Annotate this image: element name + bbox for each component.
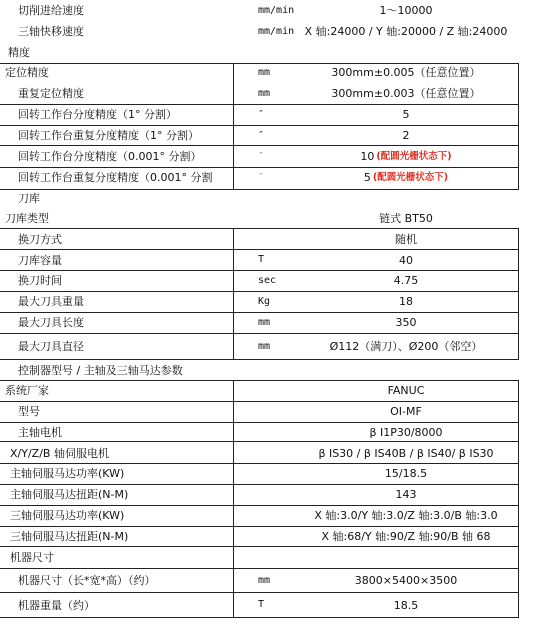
spec-value: 18	[399, 295, 413, 308]
row-divider	[0, 592, 519, 593]
spec-unit: sec	[258, 274, 277, 286]
spec-note: (配圆光栅状态下)	[376, 150, 452, 162]
spec-name: 三轴快移速度	[18, 25, 84, 38]
spec-row	[0, 333, 533, 360]
spec-row	[0, 83, 533, 104]
spec-name: 最大刀具直径	[18, 340, 84, 353]
spec-value: 350	[395, 316, 417, 329]
spec-value-cell	[293, 463, 519, 484]
row-divider	[0, 104, 519, 105]
spec-name: 刀库容量	[18, 253, 62, 267]
spec-name: 回转工作台分度精度（0.001° 分割）	[18, 150, 202, 163]
spec-row	[0, 443, 533, 463]
row-divider	[0, 270, 519, 271]
spec-name: 回转工作台重复分度精度（0.001° 分割	[18, 171, 213, 184]
spec-value: β IS30 / β IS40B / β IS40/ β IS30	[318, 446, 494, 460]
spec-value-cell	[293, 167, 519, 188]
section-header	[0, 360, 533, 380]
row-divider	[0, 526, 519, 527]
row-divider	[0, 189, 519, 190]
spec-value-cell	[293, 0, 519, 21]
spec-value: 300mm±0.003（任意位置）	[331, 87, 481, 100]
row-divider	[0, 422, 519, 423]
spec-value: Ø112（满刀）、Ø200（邻空）	[329, 340, 483, 353]
spec-name: 机器尺寸（长*宽*高）（约）	[18, 574, 156, 587]
spec-unit: mm	[258, 340, 271, 352]
spec-value-cell	[293, 401, 519, 422]
spec-value: 18.5	[393, 598, 419, 612]
spec-unit: mm	[258, 574, 271, 586]
spec-row	[0, 62, 533, 83]
spec-row	[0, 505, 533, 526]
spec-name: 最大刀具重量	[18, 295, 84, 308]
row-divider	[0, 333, 519, 334]
spec-unit: mm/min	[258, 25, 295, 37]
spec-value-cell	[293, 505, 519, 526]
row-divider	[0, 546, 519, 547]
spec-row	[0, 291, 533, 312]
spec-value: 随机	[395, 233, 417, 246]
spec-name: 最大刀具长度	[18, 316, 84, 329]
spec-value: 10	[360, 150, 375, 163]
column-divider	[233, 63, 234, 189]
spec-name: 刀库类型	[5, 212, 49, 225]
spec-value-cell	[293, 312, 519, 333]
spec-value-cell	[293, 62, 519, 83]
spec-row	[0, 401, 533, 422]
spec-value: 143	[395, 488, 417, 501]
spec-row	[0, 526, 533, 546]
section-title: 精度	[8, 45, 30, 59]
spec-unit: ″	[258, 129, 265, 141]
section-header	[0, 188, 533, 208]
spec-value-cell	[293, 526, 519, 546]
spec-value: β I1P30/8000	[369, 426, 443, 439]
spec-unit: ″	[258, 150, 265, 162]
spec-name: 主轴伺服马达扭距(N-M)	[10, 488, 129, 501]
spec-row	[0, 380, 533, 401]
row-divider	[0, 249, 519, 250]
spec-value: 3800×5400×3500	[354, 574, 458, 587]
spec-name: 重复定位精度	[18, 87, 84, 100]
spec-name: 回转工作台分度精度（1° 分割）	[18, 108, 177, 121]
spec-value: 300mm±0.005（任意位置）	[331, 66, 481, 79]
row-divider	[0, 617, 519, 618]
spec-row	[0, 250, 533, 270]
column-divider	[518, 380, 519, 617]
spec-name: X/Y/Z/B 轴伺服电机	[10, 446, 109, 460]
spec-row	[0, 312, 533, 333]
spec-value-cell	[293, 333, 519, 360]
row-divider	[0, 463, 519, 464]
spec-unit: ″	[258, 171, 265, 183]
spec-value: 链式 BT50	[379, 212, 433, 225]
spec-name: 系统厂家	[5, 384, 49, 397]
spec-value-cell	[293, 568, 519, 593]
spec-row	[0, 21, 533, 42]
spec-row	[0, 593, 533, 617]
spec-value-cell	[293, 484, 519, 505]
spec-unit	[233, 463, 293, 484]
spec-value-cell	[293, 443, 519, 463]
spec-value-cell	[293, 546, 519, 568]
spec-row	[0, 463, 533, 484]
spec-row	[0, 0, 533, 21]
spec-value-cell	[293, 270, 519, 291]
spec-name: 三轴伺服马达扭距(N-M)	[10, 529, 129, 543]
row-divider	[0, 380, 519, 381]
row-divider	[0, 167, 519, 168]
spec-row	[0, 208, 533, 229]
spec-unit	[233, 401, 293, 422]
row-divider	[0, 441, 519, 442]
spec-row	[0, 484, 533, 505]
row-divider	[0, 484, 519, 485]
spec-unit: mm	[258, 87, 271, 99]
spec-value: 40	[399, 253, 413, 267]
row-divider	[0, 291, 519, 292]
spec-name: 换刀方式	[18, 233, 62, 246]
spec-unit	[233, 546, 293, 568]
row-divider	[0, 568, 519, 569]
spec-value-cell	[293, 21, 519, 42]
spec-value-cell	[293, 593, 519, 617]
spec-value: 5	[363, 171, 371, 184]
spec-row	[0, 125, 533, 146]
spec-unit	[233, 422, 293, 443]
spec-value: 5	[402, 108, 410, 121]
spec-value: 1～10000	[379, 4, 433, 17]
spec-value-cell	[293, 146, 519, 167]
spec-unit	[233, 208, 293, 229]
spec-value-cell	[293, 208, 519, 229]
column-divider	[233, 380, 234, 617]
spec-note: (配圆光栅状态下)	[372, 171, 449, 183]
spec-row	[0, 422, 533, 443]
spec-value-cell	[293, 380, 519, 401]
spec-unit: Kg	[258, 295, 271, 307]
spec-value: FANUC	[387, 384, 425, 397]
row-divider	[0, 505, 519, 506]
spec-value: X 轴:68/Y 轴:90/Z 轴:90/B 轴 68	[321, 529, 491, 543]
spec-value: 4.75	[393, 274, 419, 287]
spec-value-cell	[293, 104, 519, 125]
column-divider	[233, 228, 234, 359]
spec-value: X 轴:3.0/Y 轴:3.0/Z 轴:3.0/B 轴:3.0	[314, 509, 498, 522]
spec-unit	[233, 229, 293, 250]
spec-name: 型号	[18, 405, 40, 418]
row-divider	[0, 63, 519, 64]
spec-name: 主轴电机	[18, 426, 62, 439]
spec-name: 切削进给速度	[18, 4, 84, 17]
spec-unit	[233, 526, 293, 546]
spec-name: 定位精度	[5, 66, 49, 79]
spec-value: X 轴:24000 / Y 轴:20000 / Z 轴:24000	[304, 25, 508, 38]
spec-name: 主轴伺服马达功率(KW)	[10, 467, 125, 480]
column-divider	[518, 63, 519, 189]
spec-value-cell	[293, 229, 519, 250]
spec-unit	[233, 443, 293, 463]
spec-row	[0, 546, 533, 568]
row-divider	[0, 125, 519, 126]
spec-unit	[233, 484, 293, 505]
spec-row	[0, 167, 533, 188]
spec-unit: mm/min	[258, 4, 295, 16]
spec-name: 机器重量（约）	[18, 598, 95, 612]
spec-row	[0, 229, 533, 250]
spec-value-cell	[293, 83, 519, 104]
spec-unit: ″	[258, 108, 265, 120]
spec-value-cell	[293, 125, 519, 146]
spec-value: 15/18.5	[384, 467, 428, 480]
section-title: 控制器型号 / 主轴及三轴马达参数	[18, 363, 183, 377]
spec-row	[0, 146, 533, 167]
spec-row	[0, 104, 533, 125]
spec-name: 机器尺寸	[10, 550, 54, 564]
spec-unit: mm	[258, 316, 271, 328]
section-header	[0, 42, 533, 62]
row-divider	[0, 401, 519, 402]
row-divider	[0, 145, 519, 146]
spec-name: 三轴伺服马达功率(KW)	[10, 509, 125, 522]
spec-row	[0, 568, 533, 593]
row-divider	[0, 359, 519, 360]
column-divider	[518, 228, 519, 359]
spec-unit	[233, 505, 293, 526]
row-divider	[0, 312, 519, 313]
spec-unit	[233, 380, 293, 401]
spec-value: OI-MF	[390, 405, 422, 418]
row-divider	[0, 228, 519, 229]
spec-value-cell	[293, 250, 519, 270]
spec-value-cell	[293, 422, 519, 443]
spec-name: 回转工作台重复分度精度（1° 分割）	[18, 129, 199, 142]
section-title: 刀库	[18, 191, 40, 205]
spec-unit: T	[258, 254, 265, 265]
spec-unit: mm	[258, 66, 271, 78]
spec-name: 换刀时间	[18, 274, 62, 287]
spec-value-cell	[293, 291, 519, 312]
spec-unit: T	[258, 599, 265, 610]
spec-row	[0, 270, 533, 291]
spec-value: 2	[402, 129, 410, 142]
